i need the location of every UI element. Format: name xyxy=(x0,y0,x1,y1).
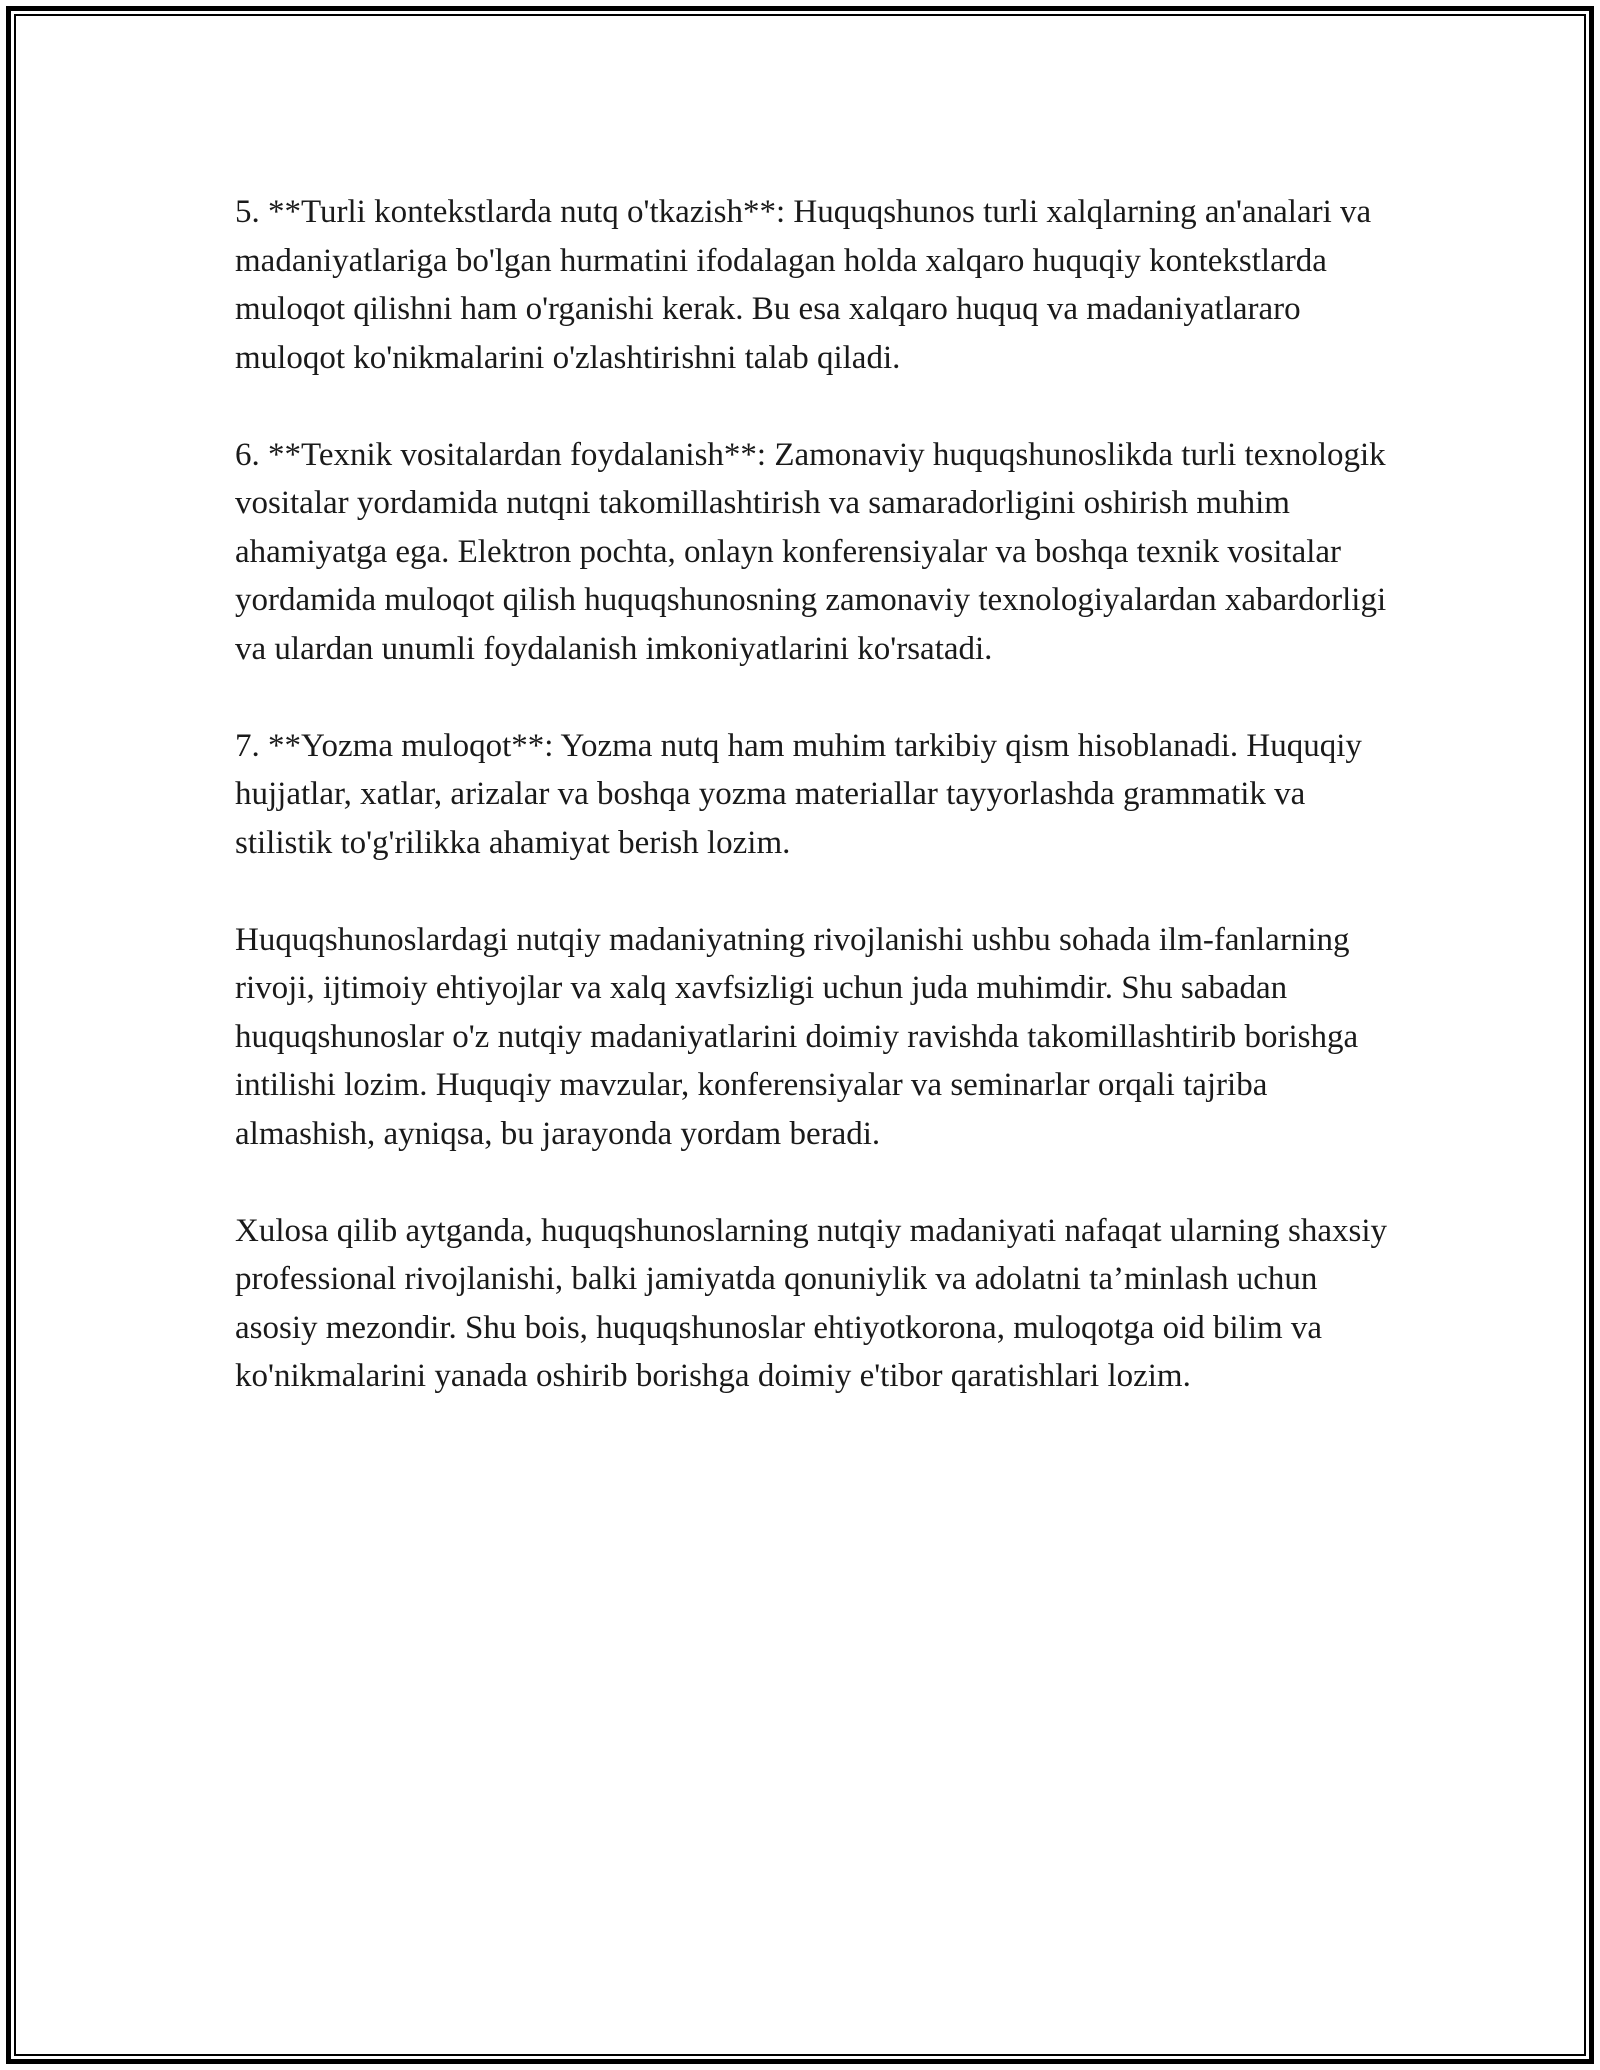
document-body xyxy=(235,188,1395,1449)
paragraph-contexts: 5. **Turli kontekstlarda nutq o'tkazish**: Huquqshunos turli xalqlarning an'analari va madaniyatlariga bo'lgan hurmatini ifodalagan holda xalqaro huquqiy kontekstlarda muloqot qilishni ham o'rganishi kerak. Bu esa xalqaro huquq va madaniyatlararo muloqot ko'nikmalarini o'zlashtirishni talab qiladi. xyxy=(235,194,1372,376)
paragraph-conclusion: Xulosa qilib aytganda, huquqshunoslarning nutqiy madaniyati nafaqat ularning shaxsiy professional rivojlanishi, balki jamiyatda qonuniylik va adolatni ta’minlash uchun asosiy mezondir. Shu bois, huquqshunoslar ehtiyotkorona, muloqotga oid bilim va ko'nikmalarini yanada oshirib borishga doimiy e'tibor qaratishlari lozim. xyxy=(235,1212,1388,1394)
paragraph-development: Huquqshunoslardagi nutqiy madaniyatning rivojlanishi ushbu sohada ilm-fanlarning rivoji, ijtimoiy ehtiyojlar va xalq xavfsizligi uchun juda muhimdir. Shu sabadan huquqshunoslar o'z nutqiy madaniyatlarini doimiy ravishda takomillashtirib borishga intilishi lozim. Huquqiy mavzular, konferensiyalar va seminarlar orqali tajriba almashish, ayniqsa, bu jarayonda yordam beradi. xyxy=(235,921,1359,1152)
paragraph-technical-tools: 6. **Texnik vositalardan foydalanish**: Zamonaviy huquqshunoslikda turli texnologik vositalar yordamida nutqni takomillashtirish va samaradorligini oshirish muhim ahamiyatga ega. Elektron pochta, onlayn konferensiyalar va boshqa texnik vositalar yordamida muloqot qilish huquqshunosning zamonaviy texnologiyalardan xabardorligi va ulardan unumli foydalanish imkoniyatlarini ko'rsatadi. xyxy=(235,436,1387,667)
paragraph-written-communication: 7. **Yozma muloqot**: Yozma nutq ham muhim tarkibiy qism hisoblanadi. Huquqiy hujjatlar, xatlar, arizalar va boshqa yozma materiallar tayyorlashda grammatik va stilistik to'g'rilikka ahamiyat berish lozim. xyxy=(235,727,1362,861)
